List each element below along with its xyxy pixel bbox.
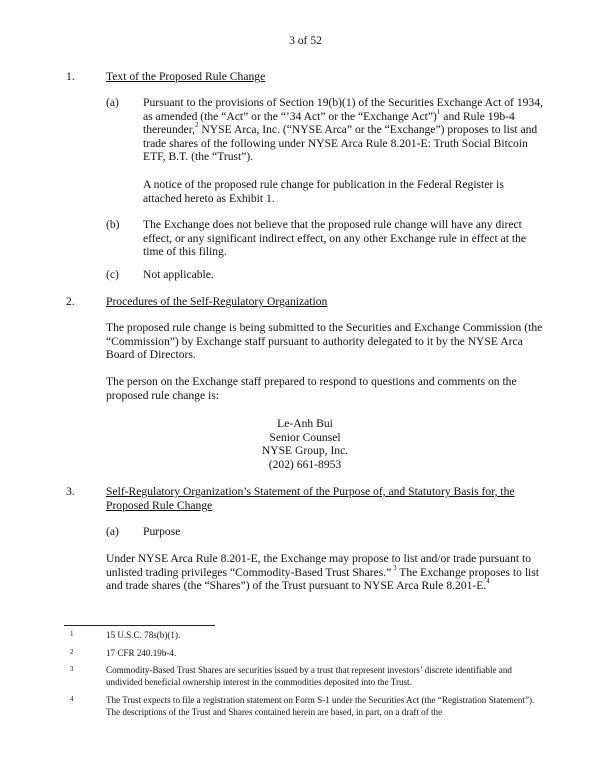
item-b-text: The Exchange does not believe that the proposed rule change will have any direct effect, or any significant indirect effect, on any other Exchange rule in effect at the time of this filing. [143, 218, 527, 259]
contact-name: Le-Anh Bui [277, 417, 333, 430]
footnote-4-text: The Trust expects to file a registration statement on Form S-1 under the Securities Act (the “Registration Statement”). The descriptions of the Trust and Shares contained herein are based, in part, on a draft of the [106, 695, 535, 717]
footnote-3-text: Commodity-Based Trust Shares are securities issued by a trust that represent investors’ discrete identifiable and undivided beneficial ownership interest in the commodities deposited into the Trust. [106, 665, 512, 687]
section-1-heading: Text of the Proposed Rule Change [106, 70, 266, 83]
footnote-2-text: 17 CFR 240.19b-4. [106, 648, 177, 658]
item-c-label: (c) [106, 268, 119, 281]
item-c-text: Not applicable. [143, 268, 214, 281]
footnote-3-number: 3 [70, 665, 74, 673]
section-2-heading: Procedures of the Self-Regulatory Organization [106, 295, 328, 308]
purpose-label: (a) [106, 525, 119, 538]
footnote-4-number: 4 [70, 695, 74, 703]
footnote-2-number: 2 [70, 648, 74, 656]
item-a-paragraph-1: Pursuant to the provisions of Section 19(b)(1) of the Securities Exchange Act of 1934, as amended (the “Act” or the “’34 Act” or the “Exchange Act”)$^1$ and Rule 19b-4 thereunder,$^2$ NYSE Arca, Inc. (“NYSE Arca” or the “Exchange”) proposes to list and trade shares of the following under NYSE Arca Rule 8.201-E: Truth Social Bitcoin ETF, B.T. (the “Trust”). [143, 96, 543, 164]
contact-block [205, 417, 405, 471]
purpose-paragraph: Under NYSE Arca Rule 8.201-E, the Exchange may propose to list and/or trade pursuant to unlisted trading privileges “Commodity-Based Trust Shares.” $^3$ The Exchange proposes to list and trade shares (the “Shares”) of the Trust pursuant to NYSE Arca Rule 8.201-E.$^4$ [106, 552, 539, 593]
contact-company: NYSE Group, Inc. [261, 444, 349, 458]
footnote-divider [64, 625, 215, 626]
page-number: 3 of 52 [289, 34, 322, 47]
item-a-paragraph-2: A notice of the proposed rule change for publication in the Federal Register is attached hereto as Exhibit 1. [143, 178, 504, 205]
footnote-1-text: 15 U.S.C. 78s(b)(1). [106, 630, 181, 640]
section-1-number: 1. [66, 70, 75, 83]
section-2-number: 2. [66, 295, 75, 308]
item-a-label: (a) [106, 96, 119, 109]
footnote-1-number: 1 [70, 630, 74, 638]
footnote-ref-1: 1 [436, 107, 441, 116]
contact-title: Senior Counsel [269, 430, 341, 444]
footnote-ref-2: 2 [195, 121, 199, 130]
section-2-paragraph-1: The proposed rule change is being submitted to the Securities and Exchange Commission (the “Commission”) by Exchange staff pursuant to authority delegated to it by the NYSE Arca Board of Directors. [106, 321, 543, 362]
footnote-ref-3: 3 [391, 563, 397, 572]
purpose-heading: Purpose [143, 525, 181, 538]
section-3-number: 3. [66, 485, 75, 498]
footnote-ref-4: 4 [486, 577, 490, 586]
section-3-heading: Self-Regulatory Organization’s Statement of the Purpose of, and Statutory Basis for, the Proposed Rule Change [106, 485, 515, 512]
item-b-label: (b) [106, 218, 120, 231]
contact-phone: (202) 661-8953 [268, 457, 342, 471]
section-2-paragraph-2: The person on the Exchange staff prepared to respond to questions and comments on the proposed rule change is: [106, 375, 517, 402]
